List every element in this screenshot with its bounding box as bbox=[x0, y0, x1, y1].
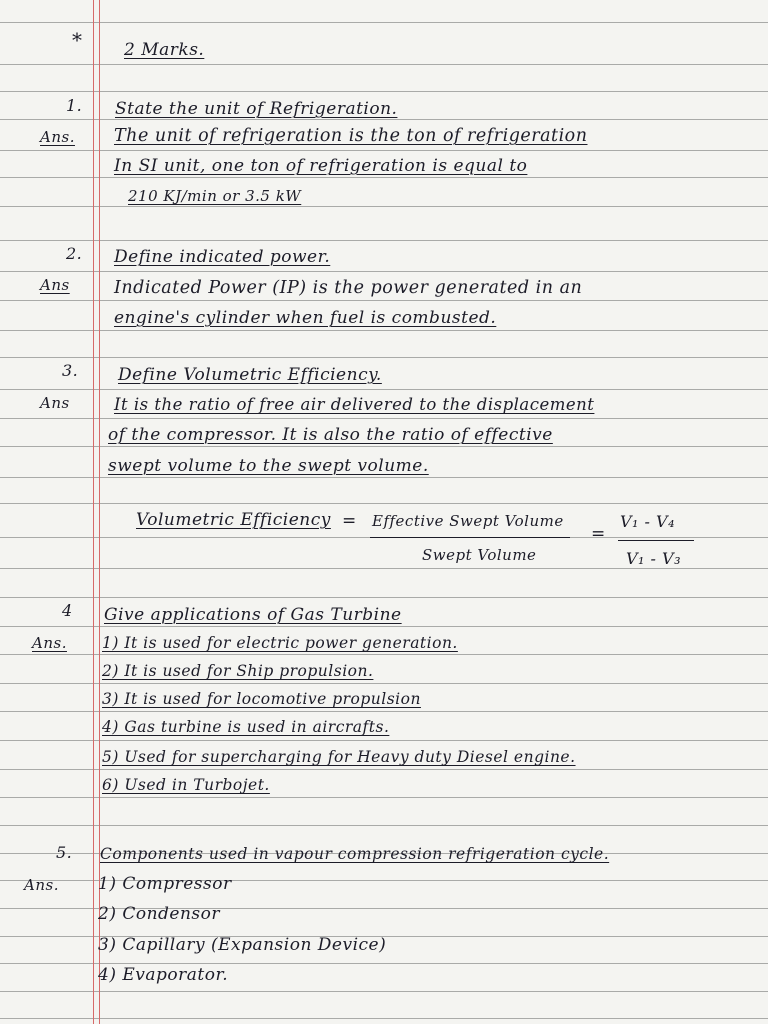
ruled-line bbox=[0, 797, 768, 798]
page-heading: 2 Marks. bbox=[124, 40, 205, 60]
question-number: 5. bbox=[56, 843, 73, 862]
ruled-line bbox=[0, 357, 768, 358]
formula-equals: = bbox=[591, 524, 606, 544]
ruled-line bbox=[0, 626, 768, 627]
ruled-line bbox=[0, 271, 768, 272]
list-item: 1) It is used for electric power generation. bbox=[102, 634, 458, 652]
ruled-line bbox=[0, 991, 768, 992]
answer-line: engine's cylinder when fuel is combusted. bbox=[114, 308, 497, 328]
answer-label: Ans. bbox=[40, 128, 75, 146]
answer-line: The unit of refrigeration is the ton of refrigeration bbox=[114, 126, 588, 146]
answer-line: swept volume to the swept volume. bbox=[108, 456, 429, 476]
formula-rhs-denominator: V₁ - V₃ bbox=[626, 549, 682, 568]
formula-numerator: Effective Swept Volume bbox=[372, 512, 564, 530]
question-text: Give applications of Gas Turbine bbox=[104, 605, 402, 625]
answer-line: of the compressor. It is also the ratio of effective bbox=[108, 425, 553, 445]
ruled-line bbox=[0, 389, 768, 390]
question-text: Define Volumetric Efficiency. bbox=[118, 365, 382, 385]
ruled-line bbox=[0, 300, 768, 301]
answer-label: Ans bbox=[40, 394, 70, 412]
fraction-bar bbox=[370, 537, 570, 538]
answer-label: Ans. bbox=[24, 876, 59, 894]
ruled-line bbox=[0, 150, 768, 151]
question-number: 2. bbox=[66, 244, 83, 263]
ruled-line bbox=[0, 64, 768, 65]
answer-line: It is the ratio of free air delivered to the displacement bbox=[114, 395, 595, 414]
question-text: Define indicated power. bbox=[114, 247, 331, 267]
list-item: 2) It is used for Ship propulsion. bbox=[102, 662, 374, 680]
ruled-line bbox=[0, 683, 768, 684]
question-number: 1. bbox=[66, 96, 83, 115]
ruled-line bbox=[0, 740, 768, 741]
answer-line: In SI unit, one ton of refrigeration is equal to bbox=[114, 156, 528, 176]
ruled-line bbox=[0, 91, 768, 92]
ruled-line bbox=[0, 711, 768, 712]
formula-denominator: Swept Volume bbox=[422, 546, 537, 564]
ruled-line bbox=[0, 963, 768, 964]
list-item: 6) Used in Turbojet. bbox=[102, 776, 270, 794]
question-text: State the unit of Refrigeration. bbox=[115, 99, 398, 119]
ruled-line bbox=[0, 330, 768, 331]
ruled-line bbox=[0, 825, 768, 826]
formula-equals: = bbox=[342, 511, 357, 531]
ruled-line bbox=[0, 177, 768, 178]
ruled-line bbox=[0, 119, 768, 120]
ruled-line bbox=[0, 503, 768, 504]
formula-lhs: Volumetric Efficiency bbox=[136, 510, 331, 530]
ruled-line bbox=[0, 597, 768, 598]
margin-line bbox=[93, 0, 94, 1024]
list-item: 1) Compressor bbox=[98, 874, 232, 894]
list-item: 4) Gas turbine is used in aircrafts. bbox=[102, 718, 390, 736]
heading-star: * bbox=[72, 28, 83, 52]
list-item: 3) It is used for locomotive propulsion bbox=[102, 690, 421, 708]
list-item: 2) Condensor bbox=[98, 904, 221, 924]
list-item: 4) Evaporator. bbox=[98, 965, 229, 985]
ruled-line bbox=[0, 654, 768, 655]
ruled-line bbox=[0, 240, 768, 241]
ruled-line bbox=[0, 418, 768, 419]
question-text: Components used in vapour compression refrigeration cycle. bbox=[100, 845, 610, 863]
list-item: 3) Capillary (Expansion Device) bbox=[98, 935, 387, 955]
ruled-line bbox=[0, 769, 768, 770]
answer-label: Ans bbox=[40, 276, 70, 294]
list-item: 5) Used for supercharging for Heavy duty Diesel engine. bbox=[102, 748, 576, 766]
ruled-line bbox=[0, 22, 768, 23]
ruled-line bbox=[0, 446, 768, 447]
ruled-line bbox=[0, 568, 768, 569]
formula-rhs-numerator: V₁ - V₄ bbox=[620, 512, 676, 531]
margin-line bbox=[99, 0, 100, 1024]
question-number: 3. bbox=[62, 361, 79, 380]
question-number: 4 bbox=[62, 601, 73, 620]
ruled-line bbox=[0, 206, 768, 207]
answer-line: 210 KJ/min or 3.5 kW bbox=[128, 187, 302, 205]
ruled-line bbox=[0, 477, 768, 478]
fraction-bar bbox=[618, 540, 694, 541]
answer-line: Indicated Power (IP) is the power generated in an bbox=[114, 278, 583, 298]
answer-label: Ans. bbox=[32, 634, 67, 652]
ruled-line bbox=[0, 1018, 768, 1019]
